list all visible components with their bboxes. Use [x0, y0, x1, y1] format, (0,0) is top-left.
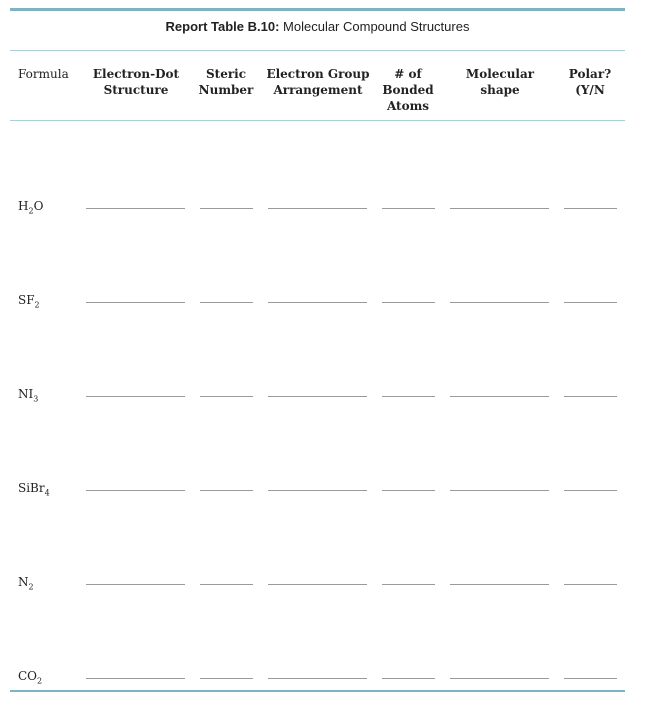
answer-blank-molecular-shape[interactable] [450, 396, 549, 397]
answer-blank-bonded-atoms[interactable] [382, 678, 435, 679]
answer-blank-steric-number[interactable] [200, 584, 253, 585]
answer-blank-electron-group[interactable] [268, 490, 367, 491]
answer-blank-molecular-shape[interactable] [450, 302, 549, 303]
formula-subscript: 4 [44, 488, 50, 498]
header-molecular-shape: Molecular shape [465, 67, 535, 97]
formula-cell [18, 293, 40, 309]
formula-base: SF [18, 293, 35, 307]
table-title [10, 19, 625, 34]
formula-subscript: 2 [37, 676, 43, 686]
formula-cell [18, 575, 34, 591]
answer-blank-molecular-shape[interactable] [450, 208, 549, 209]
formula-base: H [18, 199, 29, 213]
answer-blank-electron-group[interactable] [268, 302, 367, 303]
answer-blank-electron-dot[interactable] [86, 208, 185, 209]
formula-base: CO [18, 669, 38, 683]
formula-tail: O [33, 199, 44, 213]
answer-blank-bonded-atoms[interactable] [382, 302, 435, 303]
header-electron-group: Electron Group Arrangement [266, 67, 370, 97]
header-polar: Polar? (Y/N [568, 67, 612, 97]
answer-blank-bonded-atoms[interactable] [382, 490, 435, 491]
answer-blank-bonded-atoms[interactable] [382, 584, 435, 585]
bottom-rule [10, 690, 625, 692]
answer-blank-electron-group[interactable] [268, 584, 367, 585]
answer-blank-electron-dot[interactable] [86, 302, 185, 303]
header-formula: Formula [18, 67, 69, 81]
answer-blank-polar[interactable] [564, 584, 617, 585]
formula-cell [18, 199, 43, 215]
answer-blank-electron-dot[interactable] [86, 490, 185, 491]
answer-blank-polar[interactable] [564, 490, 617, 491]
header-bonded-atoms: # of Bonded Atoms [382, 67, 434, 113]
header-bottom-rule [10, 120, 625, 121]
answer-blank-electron-group[interactable] [268, 678, 367, 679]
answer-blank-electron-dot[interactable] [86, 678, 185, 679]
answer-blank-electron-group[interactable] [268, 208, 367, 209]
table-title-label: Report Table B.10: [165, 19, 280, 34]
answer-blank-molecular-shape[interactable] [450, 584, 549, 585]
answer-blank-polar[interactable] [564, 396, 617, 397]
answer-blank-polar[interactable] [564, 678, 617, 679]
answer-blank-polar[interactable] [564, 208, 617, 209]
answer-blank-bonded-atoms[interactable] [382, 396, 435, 397]
header-top-rule [10, 50, 625, 51]
answer-blank-steric-number[interactable] [200, 490, 253, 491]
formula-subscript: 2 [28, 582, 34, 592]
formula-cell [18, 387, 38, 403]
formula-base: NI [18, 387, 34, 401]
header-electron-dot: Electron-Dot Structure [92, 67, 180, 97]
formula-subscript: 3 [33, 394, 39, 404]
formula-cell [18, 669, 42, 685]
answer-blank-steric-number[interactable] [200, 208, 253, 209]
answer-blank-steric-number[interactable] [200, 678, 253, 679]
formula-subscript: 2 [28, 206, 34, 216]
formula-base: SiBr [18, 481, 45, 495]
answer-blank-molecular-shape[interactable] [450, 490, 549, 491]
answer-blank-molecular-shape[interactable] [450, 678, 549, 679]
table-title-text: Molecular Compound Structures [279, 19, 470, 34]
answer-blank-bonded-atoms[interactable] [382, 208, 435, 209]
formula-cell [18, 481, 50, 497]
formula-subscript: 2 [34, 300, 40, 310]
answer-blank-electron-dot[interactable] [86, 584, 185, 585]
answer-blank-steric-number[interactable] [200, 396, 253, 397]
answer-blank-polar[interactable] [564, 302, 617, 303]
answer-blank-electron-dot[interactable] [86, 396, 185, 397]
header-steric-number: Steric Number [198, 67, 254, 97]
formula-base: N [18, 575, 29, 589]
answer-blank-steric-number[interactable] [200, 302, 253, 303]
answer-blank-electron-group[interactable] [268, 396, 367, 397]
top-rule [10, 8, 625, 11]
